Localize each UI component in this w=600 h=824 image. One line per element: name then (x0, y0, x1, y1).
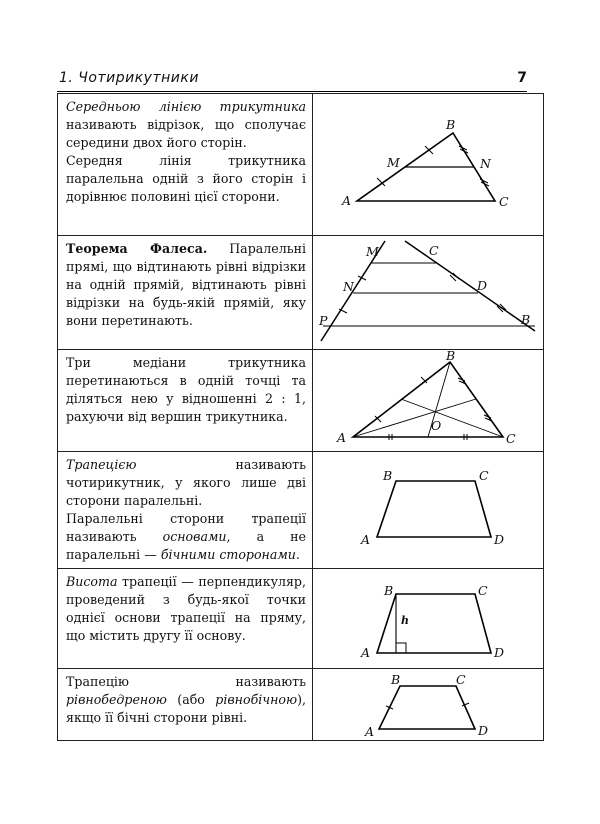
label-C: C (499, 194, 509, 209)
label-D: D (494, 645, 505, 660)
page-header (57, 70, 527, 90)
table-row (58, 669, 544, 741)
chapter-title: 1. Чотирикутники (59, 70, 199, 86)
figure-midline (313, 94, 544, 236)
term-equal-legs: рівнобічною (215, 692, 298, 707)
term-italic: Середньою лінією трикутника (66, 99, 306, 114)
definitions-table (57, 93, 544, 741)
text-span: (або (166, 692, 216, 707)
medians-diagram (313, 350, 543, 451)
label-N: N (480, 156, 491, 171)
label-A: A (361, 532, 371, 547)
theorem-title: Теорема Фалеса. (66, 241, 208, 256)
label-C: C (479, 468, 489, 483)
term-bases: основами (162, 529, 227, 544)
page-number: 7 (517, 70, 527, 86)
header-rule (57, 91, 527, 92)
isosceles-trapezoid-diagram (313, 669, 543, 740)
thales-theorem-diagram (313, 236, 543, 349)
label-A: A (365, 724, 375, 739)
label-C: C (456, 672, 466, 687)
table-row (58, 350, 544, 452)
text-span: . (295, 547, 300, 562)
trapezoid-diagram (313, 452, 543, 563)
definition-text (58, 350, 313, 452)
label-C: C (478, 583, 488, 598)
text-span: ), якщо її бічні сторони рівні. (66, 692, 306, 725)
label-D: D (478, 723, 489, 738)
figure-thales (313, 236, 544, 350)
term-legs: бічними сторонами (160, 547, 296, 562)
term-isosceles: рівнобедреною (66, 692, 167, 707)
label-D: D (494, 532, 505, 547)
label-C: C (506, 431, 516, 446)
label-B: B (391, 672, 401, 687)
label-O: O (431, 418, 442, 433)
figure-trapezoid (313, 452, 544, 569)
table-row (58, 569, 544, 669)
label-M: M (387, 155, 400, 170)
text-span: , а не паралельні — (66, 529, 306, 562)
label-B: B (446, 350, 456, 363)
label-h: h (401, 614, 409, 627)
property-sentence: Середня лінія трикутника паралельна одній з його сторін і дорівнює половині цієї сторони. (66, 153, 306, 204)
definition-sentence: трапеції — перпендикуляр, проведений з будь-якої точки однієї основи трапеції на пряму, що містить другу її основу. (66, 574, 306, 643)
label-B: B (383, 468, 393, 483)
label-C: C (429, 243, 439, 258)
definition-text (58, 236, 313, 350)
triangle-midline-diagram (313, 94, 543, 235)
figure-height (313, 569, 544, 669)
table-row (58, 236, 544, 350)
label-P: P (319, 313, 328, 328)
label-A: A (337, 430, 347, 445)
label-B: B (384, 583, 394, 598)
figure-isosceles (313, 669, 544, 741)
label-B: B (521, 312, 531, 327)
definition-sentence: називають відрізок, що сполучає середини двох його сторін. (66, 117, 306, 150)
definition-text (58, 669, 313, 741)
label-A: A (342, 193, 352, 208)
definition-text (58, 569, 313, 669)
table-row (58, 94, 544, 236)
label-A: A (361, 645, 371, 660)
definition-text (58, 94, 313, 236)
medians-statement: Три медіани трикутника перетинаються в одній точці та діляться нею у відношенні 2 : 1, рахуючи від вершин трикутника. (66, 355, 306, 424)
label-M: M (366, 244, 379, 259)
trapezoid-height-diagram (313, 569, 543, 668)
definition-text (58, 452, 313, 569)
label-D: D (477, 278, 488, 293)
term-italic: Трапецією (66, 457, 137, 472)
definition-sentence: називають чотирикутник, у якого лише дві сторони паралельні. (66, 457, 306, 508)
term-italic: Висота (66, 574, 118, 589)
label-N: N (343, 279, 354, 294)
figure-medians (313, 350, 544, 452)
table-row (58, 452, 544, 569)
label-B: B (446, 117, 456, 132)
text-span: Трапецію називають (66, 674, 306, 689)
text-span: Паралельні сторони трапеції називають (66, 511, 306, 544)
theorem-statement: Паралельні прямі, що відтинають рівні відрізки на одній прямій, відтинають рівні відрізки на будь-якій прямій, яку вони перетинають. (66, 241, 306, 328)
